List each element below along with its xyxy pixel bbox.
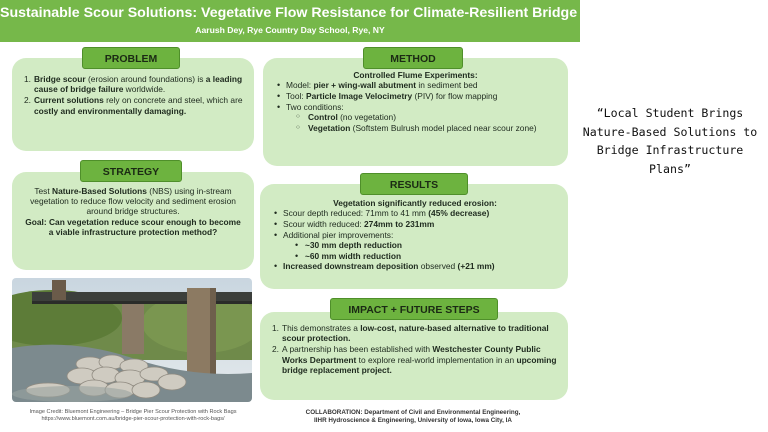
impact-item-1: 1. This demonstrates a low-cost, nature-based alternative to traditional scour protection. <box>272 323 549 344</box>
method-condition-vegetation: ○ Vegetation (Softstem Bulrush model placed near scour zone) <box>286 123 556 133</box>
impact-item-2: 2. A partnership has been established with Westchester County Public Works Department to explore real-world implementation in an upcoming bridge replacement project. <box>272 344 557 375</box>
image-credit <box>8 409 258 423</box>
problem-header: PROBLEM <box>82 47 180 69</box>
poster-authors: Aarush Dey, Rye Country Day School, Rye, NY <box>195 25 385 35</box>
results-deposition: • Increased downstream deposition observed (+21 mm) <box>272 261 558 271</box>
bridge-scour-rock-bags-image <box>12 278 252 402</box>
image-credit-line-2: https://www.bluemont.com.au/bridge-pier-scour-protection-with-rock-bags/ <box>41 416 225 422</box>
collaboration-line-1: COLLABORATION: Department of Civil and Environmental Engineering, <box>305 409 521 416</box>
problem-item-2: 2. Current solutions rely on concrete and steel, which are costly and environmentally damaging. <box>24 95 243 116</box>
method-model: • Model: pier + wing-wall abutment in sediment bed <box>275 80 556 90</box>
strategy-text: Test Nature-Based Solutions (NBS) using in-stream vegetation to reduce flow velocity and sediment erosion around bridge structures. <box>30 186 236 217</box>
strategy-goal: Goal: Can vegetation reduce scour enough to become a viable infrastructure protection method? <box>25 216 241 237</box>
collaboration-line-2: IIHR Hydroscience & Engineering, University of Iowa, Iowa City, IA <box>314 416 512 424</box>
problem-item-1: 1. Bridge scour (erosion around foundations) is a leading cause of bridge failure worldwide. <box>24 74 243 95</box>
method-header: METHOD <box>363 47 463 69</box>
poster-title: Sustainable Scour Solutions: Vegetative Flow Resistance for Climate-Resilient Bridge Design <box>0 5 629 21</box>
news-headline-quote: “Local Student Brings Nature-Based Solutions to Bridge Infrastructure Plans” <box>582 106 758 176</box>
impact-box <box>260 312 568 400</box>
results-depth: • Scour depth reduced: 71mm to 41 mm (45% decrease) <box>272 208 558 218</box>
image-credit-line-1: Image Credit: Bluemont Engineering – Bridge Pier Scour Protection with Rock Bags <box>29 409 237 415</box>
results-header: RESULTS <box>360 173 468 195</box>
method-condition-control: ○ Control (no vegetation) <box>286 112 556 122</box>
results-subtitle: Vegetation significantly reduced erosion: <box>333 198 497 208</box>
title-banner <box>0 0 629 42</box>
results-box <box>260 184 568 289</box>
bridge-pier-photo <box>12 278 252 402</box>
results-sub-depth: • ~30 mm depth reduction <box>283 240 558 250</box>
results-width: • Scour width reduced: 274mm to 231mm <box>272 219 558 229</box>
problem-box <box>12 58 254 151</box>
method-subtitle: Controlled Flume Experiments: <box>353 70 478 80</box>
strategy-header: STRATEGY <box>80 160 182 182</box>
method-conditions: • Two conditions: ○ Control (no vegetation) ○ Vegetation (Softstem Bulrush model placed near scour zone) <box>275 102 556 133</box>
impact-header: IMPACT + FUTURE STEPS <box>330 298 498 320</box>
collaboration-credit <box>268 409 558 424</box>
method-tool: • Tool: Particle Image Velocimetry (PIV) for flow mapping <box>275 91 556 101</box>
results-additional: • Additional pier improvements: • ~30 mm depth reduction • ~60 mm width reduction <box>272 230 558 261</box>
method-box <box>263 58 568 166</box>
strategy-box <box>12 172 254 270</box>
results-sub-width: • ~60 mm width reduction <box>283 251 558 261</box>
